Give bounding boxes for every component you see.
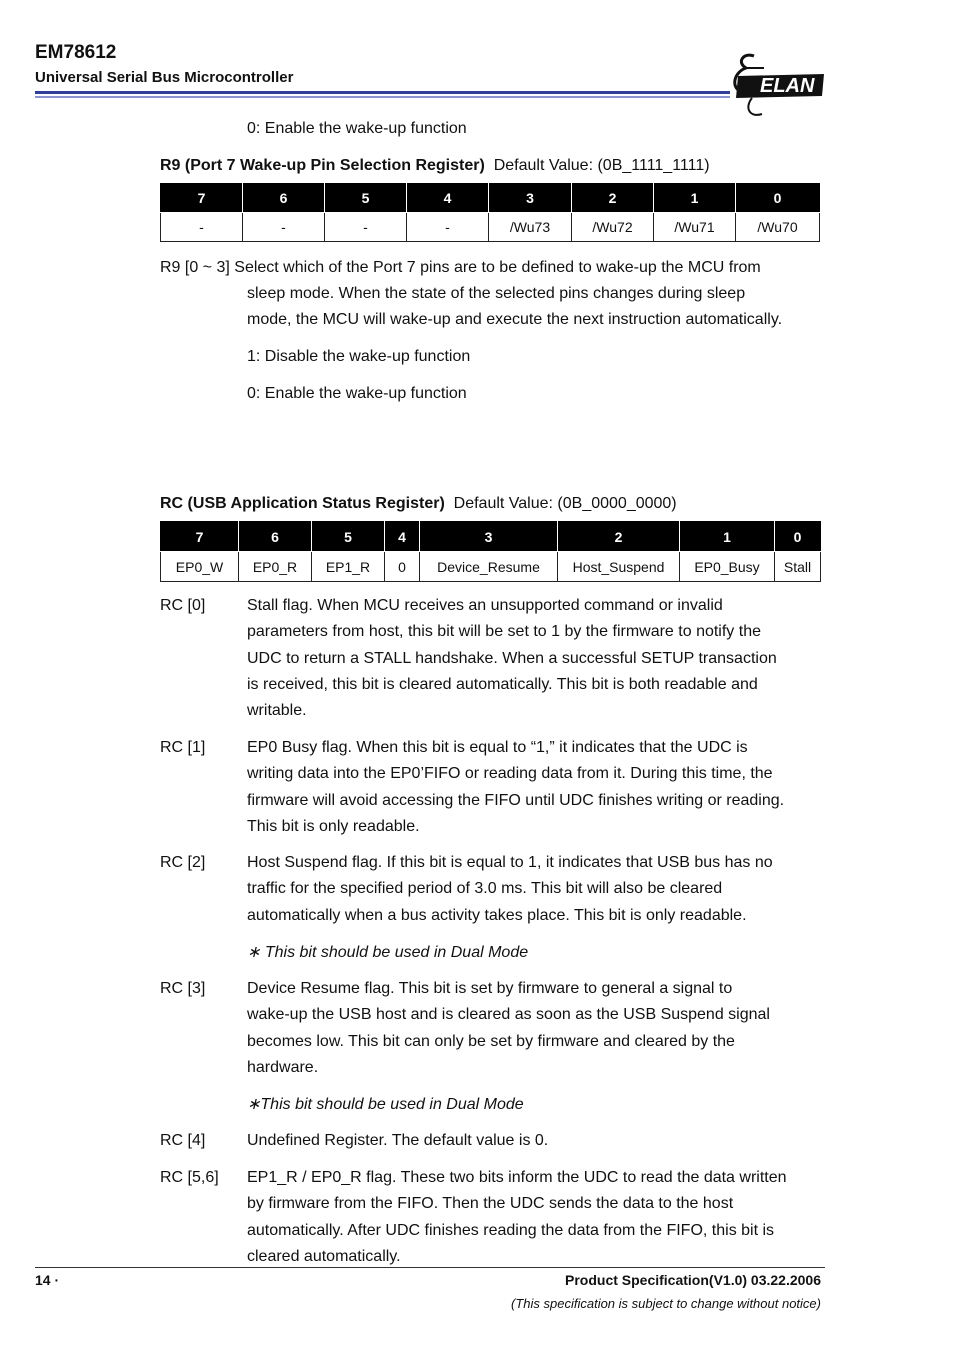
rc0-line: writable. [247,702,307,720]
rc1-description [247,735,827,840]
rc-field-1: EP0_Busy [680,552,775,582]
r9-field-4: - [407,213,489,242]
r9-register-table [160,183,820,242]
r9-bit-5: 5 [325,184,407,213]
r9-field-6: - [243,213,325,242]
rc3-line: Device Resume flag. This bit is set by firmware to general a signal to [247,980,733,997]
r9-enable-option: 0: Enable the wake-up function [247,385,467,402]
rc1-line: writing data into the EP0’FIFO or reading data from it. During this time, the [247,765,773,783]
r9-desc-line3: mode, the MCU will wake-up and execute the next instruction automatically. [247,311,783,328]
rc-field-0: Stall [775,552,821,582]
rc2-dual-mode-note: ∗ This bit should be used in Dual Mode [247,944,529,961]
rc-bit-1: 1 [680,522,775,552]
r9-field-7: - [161,213,243,242]
r9-bit-0: 0 [736,184,820,213]
r9-bit-3: 3 [489,184,572,213]
rc-field-2: Host_Suspend [558,552,680,582]
rc2-label: RC [2] [160,854,206,871]
rc-field-3: Device_Resume [420,552,558,582]
rc-heading [160,491,677,517]
rc-bit-2: 2 [558,522,680,552]
product-spec-version: Product Specification(V1.0) 03.22.2006 [565,1272,821,1288]
wake-up-enable-line: 0: Enable the wake-up function [247,120,467,137]
elan-logo [724,48,832,124]
rc-default: Default Value: (0B_0000_0000) [453,495,677,512]
rc56-description [247,1165,827,1270]
rc0-line: is received, this bit is cleared automatically. This bit is both readable and [247,675,758,693]
rc-bit-3: 3 [420,522,558,552]
rc3-description [247,976,827,1081]
rc-bit-4: 4 [385,522,420,552]
r9-bit-7: 7 [161,184,243,213]
r9-desc-line2: sleep mode. When the state of the selected pins changes during sleep [247,285,746,302]
logo-text: ELAN [760,75,815,97]
r9-field-0: /Wu70 [736,213,820,242]
rc56-line: by firmware from the FIFO. Then the UDC sends the data to the host [247,1195,734,1213]
r9-bit-6: 6 [243,184,325,213]
r9-default: Default Value: (0B_1111_1111) [493,157,710,174]
rc56-line: automatically. After UDC finishes reading the data from the FIFO, this bit is [247,1221,775,1239]
rc2-line: automatically when a bus activity takes place. This bit is only readable. [247,906,747,924]
rc56-line: EP1_R / EP0_R flag. These two bits inform the UDC to read the data written [247,1169,787,1186]
rc0-label: RC [0] [160,597,206,614]
rc-bit-6: 6 [239,522,312,552]
rc56-line: cleared automatically. [247,1247,401,1265]
rc-bit-5: 5 [312,522,385,552]
document-subtitle: Universal Serial Bus Microcontroller [35,69,294,86]
r9-field-2: /Wu72 [572,213,654,242]
r9-field-1: /Wu71 [654,213,736,242]
rc3-line: hardware. [247,1058,319,1076]
rc-field-4: 0 [385,552,420,582]
rc3-line: becomes low. This bit can only be set by firmware and cleared by the [247,1032,735,1050]
footer-rule [35,1267,825,1268]
rc3-line: wake-up the USB host and is cleared as soon as the USB Suspend signal [247,1006,770,1024]
rc0-line: Stall flag. When MCU receives an unsupported command or invalid [247,597,723,614]
rc-bit-0: 0 [775,522,821,552]
r9-title: R9 (Port 7 Wake-up Pin Selection Register) [160,157,485,174]
rc-field-5: EP1_R [312,552,385,582]
r9-bit-1: 1 [654,184,736,213]
change-notice: (This specification is subject to change without notice) [511,1296,821,1311]
r9-heading [160,153,710,179]
rc-bit-7: 7 [161,522,239,552]
rc2-description [247,850,827,929]
r9-bit-2: 2 [572,184,654,213]
rc3-dual-mode-note: ∗This bit should be used in Dual Mode [247,1096,524,1113]
rc-field-7: EP0_W [161,552,239,582]
rc0-line: parameters from host, this bit will be set to 1 by the firmware to notify the [247,623,761,641]
r9-desc-line1: R9 [0 ~ 3] Select which of the Port 7 pins are to be defined to wake-up the MCU from [160,259,761,276]
rc1-line: This bit is only readable. [247,817,420,835]
r9-field-3: /Wu73 [489,213,572,242]
rc0-description [247,593,827,724]
rc4-description [247,1128,827,1154]
rc2-line: traffic for the specified period of 3.0 ms. This bit will also be cleared [247,880,723,898]
header-rule [35,91,730,94]
r9-disable-option: 1: Disable the wake-up function [247,348,471,365]
header-rule-light [35,96,730,98]
rc-field-6: EP0_R [239,552,312,582]
rc3-label: RC [3] [160,980,206,997]
rc-title: RC (USB Application Status Register) [160,495,445,512]
rc1-line: EP0 Busy flag. When this bit is equal to “1,” it indicates that the UDC is [247,739,748,756]
rc2-line: Host Suspend flag. If this bit is equal to 1, it indicates that USB bus has no [247,854,773,871]
page-number: 14 ∙ [35,1272,59,1288]
rc4-label: RC [4] [160,1132,206,1149]
rc-register-table [160,521,821,582]
rc4-line: Undefined Register. The default value is 0. [247,1132,549,1149]
rc1-line: firmware will avoid accessing the FIFO until UDC finishes writing or reading. [247,791,785,809]
rc1-label: RC [1] [160,739,206,756]
rc56-label: RC [5,6] [160,1169,219,1186]
document-title: EM78612 [35,42,117,63]
r9-field-5: - [325,213,407,242]
r9-bit-4: 4 [407,184,489,213]
rc0-line: UDC to return a STALL handshake. When a successful SETUP transaction [247,649,777,667]
